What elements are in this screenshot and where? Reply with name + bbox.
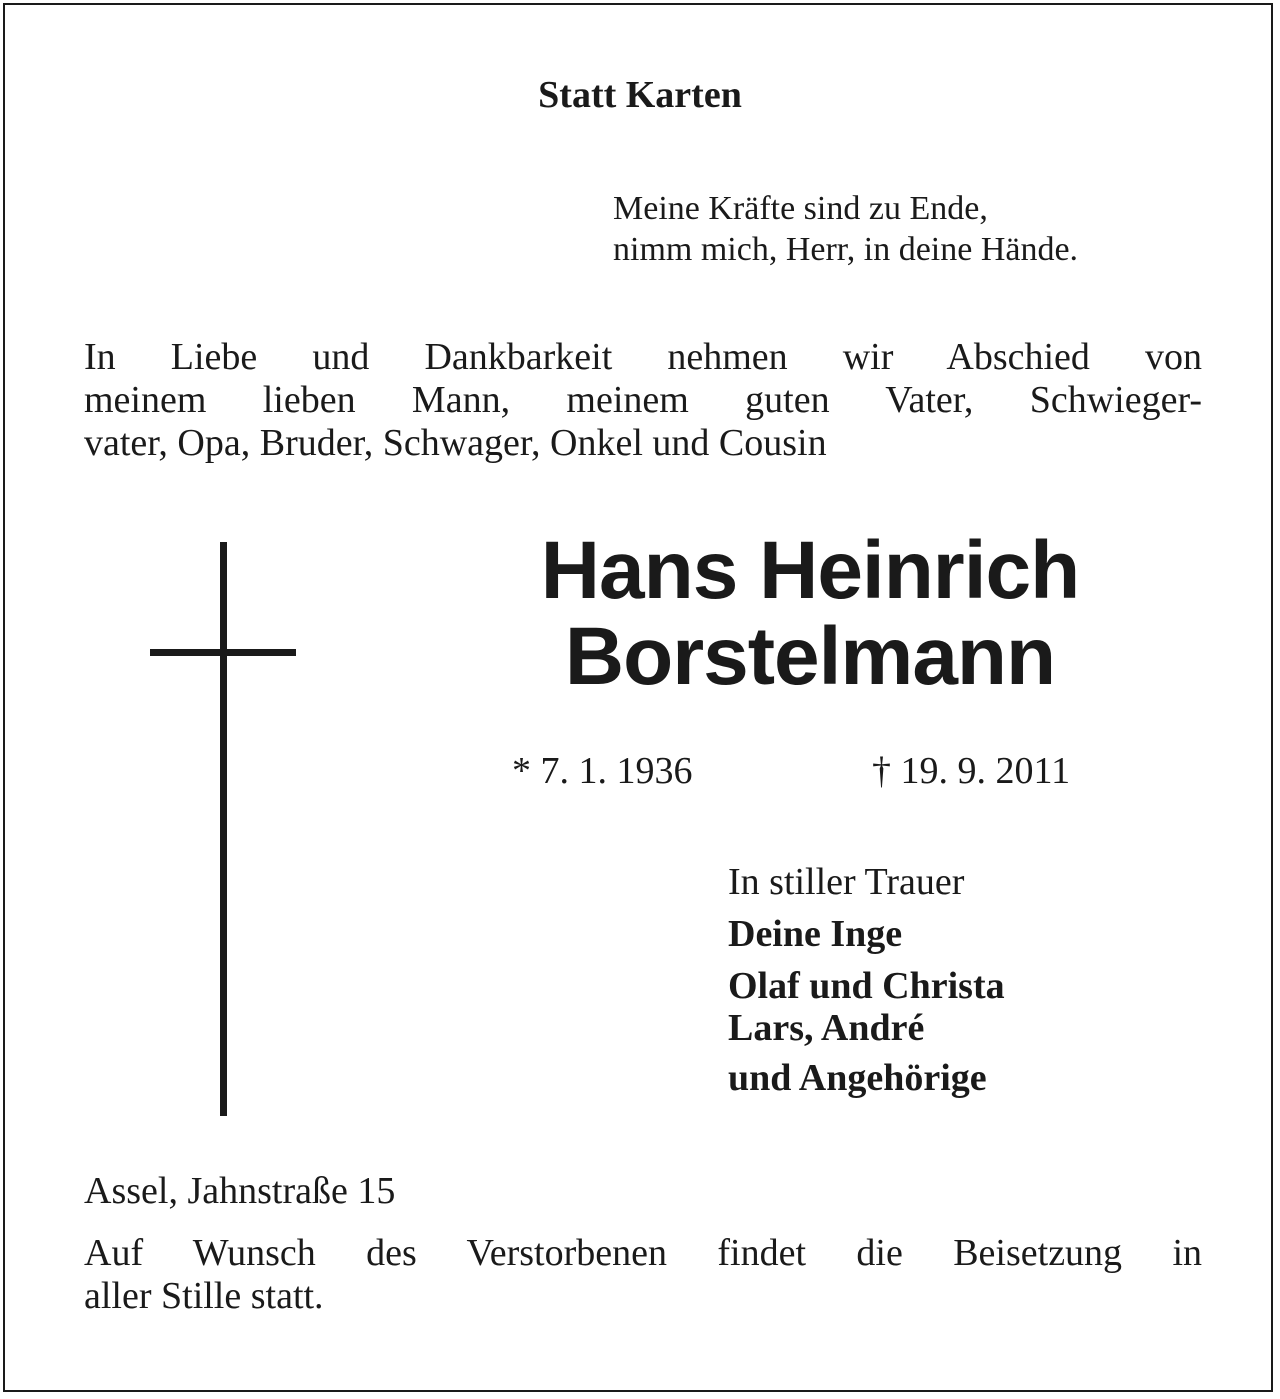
bible-verse (613, 188, 1078, 270)
deceased-name (420, 525, 1200, 702)
family-address: Assel, Jahnstraße 15 (84, 1170, 396, 1212)
cross-horizontal-bar (150, 649, 296, 656)
deceased-first-names: Hans Heinrich (540, 525, 1080, 616)
mourner-name: Deine Inge (728, 913, 903, 955)
mourner-name: Olaf und Christa (728, 965, 1005, 1007)
deceased-surname: Borstelmann (564, 611, 1056, 702)
cross-vertical-bar (220, 542, 227, 1116)
birth-date: * 7. 1. 1936 (512, 750, 693, 792)
intro-line: meinem lieben Mann, meinem guten Vater, Schwieger- (84, 379, 1202, 421)
burial-note-line: Auf Wunsch des Verstorbenen findet die Beisetzung in (84, 1232, 1202, 1274)
notice-header: Statt Karten (538, 74, 742, 116)
burial-note-line: aller Stille statt. (84, 1275, 324, 1317)
mourner-name: Lars, André (728, 1007, 925, 1049)
intro-paragraph (84, 336, 1202, 465)
verse-line: nimm mich, Herr, in deine Hände. (613, 231, 1079, 268)
mourner-name: und Angehörige (728, 1057, 987, 1099)
verse-line: Meine Kräfte sind zu Ende, (613, 190, 988, 227)
burial-note (84, 1232, 1202, 1318)
mourners-intro: In stiller Trauer (728, 861, 965, 903)
intro-line: vater, Opa, Bruder, Schwager, Onkel und Cousin (84, 422, 827, 464)
death-date: † 19. 9. 2011 (872, 750, 1071, 792)
intro-line: In Liebe und Dankbarkeit nehmen wir Abschied von (84, 336, 1202, 378)
